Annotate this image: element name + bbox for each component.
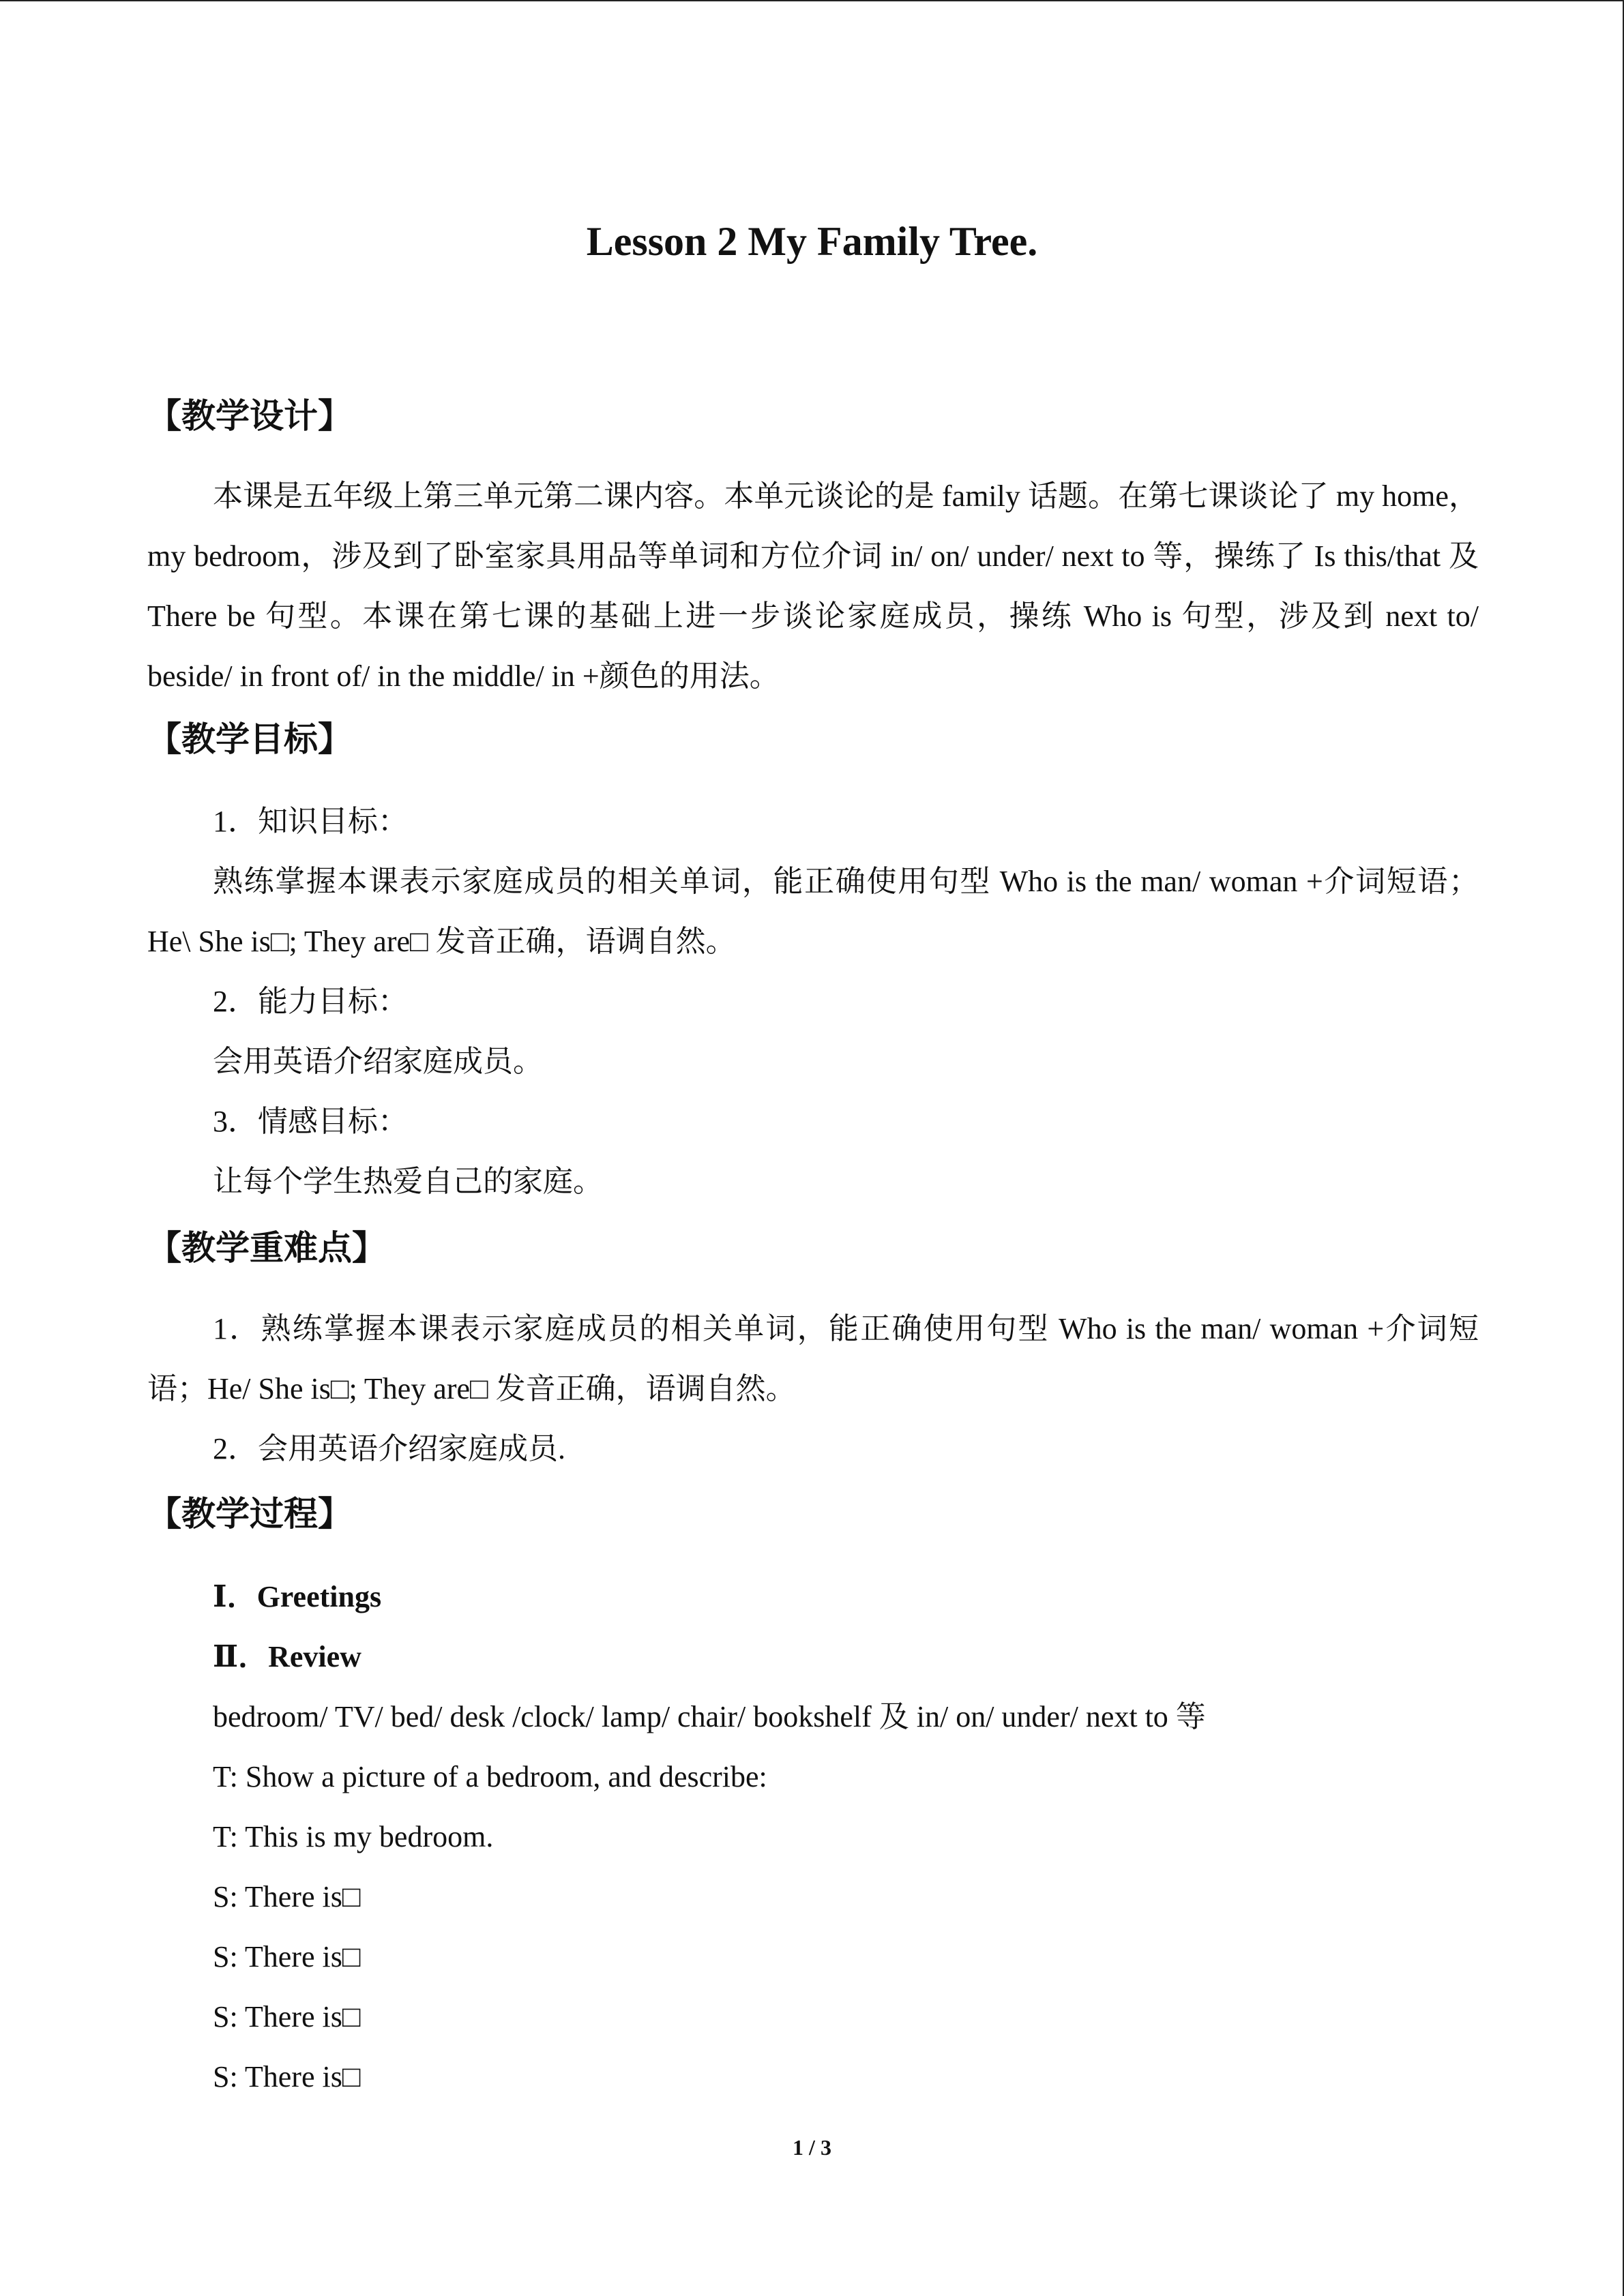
- goal-1-label: 1．知识目标：: [213, 805, 408, 838]
- process-line: T: This is my bedroom.: [213, 1820, 494, 1853]
- process-step-greetings: Ⅰ．Greetings: [213, 1580, 382, 1613]
- process-line: S: There is□: [213, 1880, 361, 1913]
- key-point-2: 2．会用英语介绍家庭成员.: [213, 1432, 565, 1465]
- process-step-review: Ⅱ．Review: [213, 1640, 361, 1673]
- page-number: 1 / 3: [793, 2135, 831, 2160]
- section-heading-process: 【教学过程】: [147, 1494, 352, 1534]
- process-line: S: There is□: [213, 1940, 361, 1973]
- goal-1-text: 熟练掌握本课表示家庭成员的相关单词，能正确使用句型 Who is the man/ woman +介词短语；He\ She is□; They are□ 发音正确，语调自然。: [147, 865, 1479, 958]
- key-point-1: 1．熟练掌握本课表示家庭成员的相关单词，能正确使用句型 Who is the man/ woman +介词短语；He/ She is□; They are□ 发音正确，语调自然。: [147, 1312, 1479, 1405]
- document-title: Lesson 2 My Family Tree.: [586, 219, 1038, 264]
- process-line: S: There is□: [213, 2000, 361, 2033]
- goal-2-label: 2．能力目标：: [213, 985, 408, 1018]
- process-line: S: There is□: [213, 2060, 361, 2093]
- process-line: T: Show a picture of a bedroom, and describe:: [213, 1760, 767, 1793]
- goal-3-label: 3．情感目标：: [213, 1105, 408, 1138]
- process-line: bedroom/ TV/ bed/ desk /clock/ lamp/ chair/ bookshelf 及 in/ on/ under/ next to 等: [213, 1700, 1206, 1733]
- section-heading-design: 【教学设计】: [147, 396, 352, 436]
- goal-3-text: 让每个学生热爱自己的家庭。: [213, 1165, 603, 1198]
- design-paragraph: 本课是五年级上第三单元第二课内容。本单元谈论的是 family 话题。在第七课谈论了 my home，my bedroom，涉及到了卧室家具用品等单词和方位介词 in/ on/ under/ next to 等，操练了 Is this/that 及 There be 句型。本课在第七课的基础上进一步谈论家庭成员，操练 Who is 句型，涉及到 next to/ beside/ in front of/ in the middle/ in +颜色的用法。: [147, 479, 1479, 693]
- goal-2-text: 会用英语介绍家庭成员。: [213, 1045, 543, 1078]
- section-heading-key-points: 【教学重难点】: [147, 1228, 386, 1268]
- section-heading-goals: 【教学目标】: [147, 719, 352, 759]
